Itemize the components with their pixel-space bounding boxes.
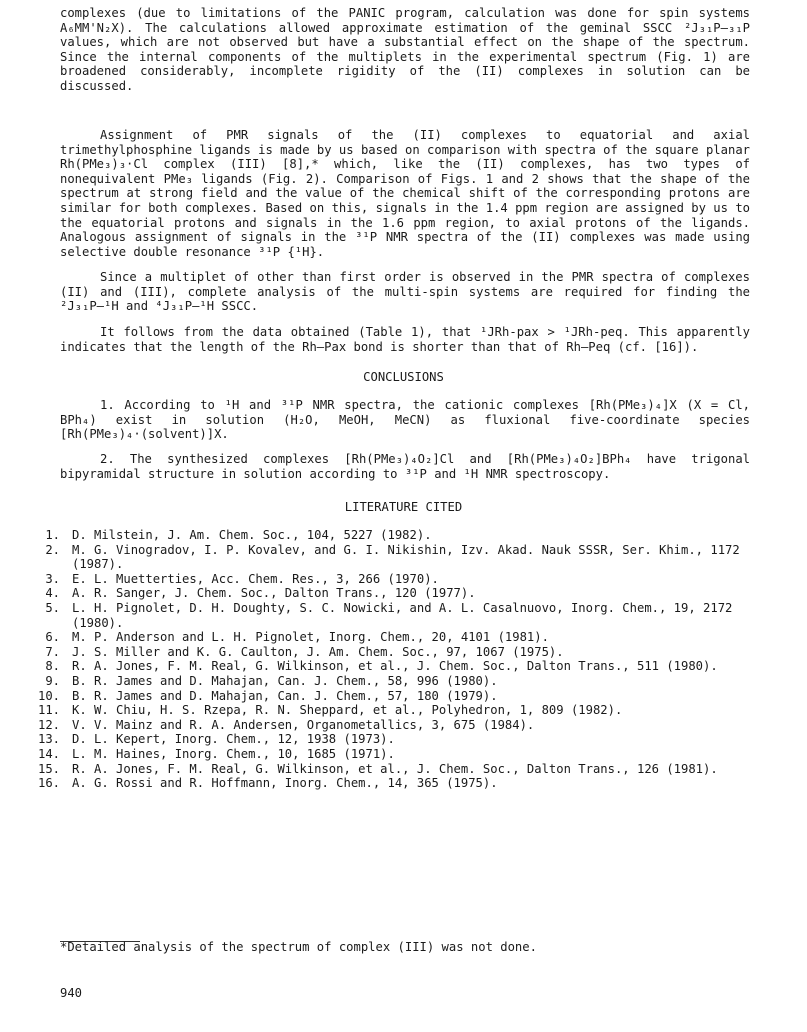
reference-item [38, 659, 778, 674]
reference-item [38, 528, 778, 543]
reference-text: V. V. Mainz and R. A. Andersen, Organometallics, 3, 675 (1984). [72, 717, 535, 732]
reference-number: 10. [38, 688, 61, 703]
reference-number: 13. [38, 732, 61, 747]
reference-number: 9. [45, 673, 60, 688]
reference-item [38, 776, 778, 791]
reference-text: A. R. Sanger, J. Chem. Soc., Dalton Trans., 120 (1977). [72, 586, 476, 601]
reference-number: 2. [45, 542, 60, 557]
reference-number: 6. [45, 630, 60, 645]
reference-item [38, 732, 778, 747]
reference-number: 15. [38, 761, 61, 776]
reference-number: 8. [45, 659, 60, 674]
reference-text: R. A. Jones, F. M. Real, G. Wilkinson, et al., J. Chem. Soc., Dalton Trans., 511 (1980). [72, 659, 718, 674]
reference-number: 16. [38, 776, 61, 791]
reference-item [38, 718, 778, 733]
reference-list [38, 528, 778, 791]
reference-text: L. M. Haines, Inorg. Chem., 10, 1685 (1971). [72, 746, 395, 761]
reference-text: K. W. Chiu, H. S. Rzepa, R. N. Sheppard, et al., Polyhedron, 1, 809 (1982). [72, 703, 623, 718]
conclusion-1: 1. According to ¹H and ³¹P NMR spectra, the cationic complexes [Rh(PMe₃)₄]X (X = Cl, BPh₄) exist in solution (H₂O, MeOH, MeCN) as fluxional five-coordinate species [Rh(PMe₃)₄·(solvent)]X. [60, 398, 750, 442]
reference-number: 1. [45, 528, 60, 542]
reference-text: D. Milstein, J. Am. Chem. Soc., 104, 5227 (1982). [72, 528, 432, 542]
reference-number: 12. [38, 717, 61, 732]
literature-heading: LITERATURE CITED [344, 500, 463, 514]
reference-text: B. R. James and D. Mahajan, Can. J. Chem., 58, 996 (1980). [72, 673, 498, 688]
reference-number: 11. [38, 703, 61, 718]
reference-item [38, 674, 778, 689]
reference-text: R. A. Jones, F. M. Real, G. Wilkinson, et al., J. Chem. Soc., Dalton Trans., 126 (1981). [72, 761, 718, 776]
reference-text: A. G. Rossi and R. Hoffmann, Inorg. Chem., 14, 365 (1975). [72, 776, 498, 791]
reference-text: L. H. Pignolet, D. H. Doughty, S. C. Nowicki, and A. L. Casalnuovo, Inorg. Chem., 19, 2172 (1980). [72, 600, 733, 630]
reference-number: 7. [45, 644, 60, 659]
reference-text: E. L. Muetterties, Acc. Chem. Res., 3, 266 (1970). [72, 571, 439, 586]
reference-number: 14. [38, 746, 61, 761]
reference-text: J. S. Miller and K. G. Caulton, J. Am. Chem. Soc., 97, 1067 (1975). [72, 644, 564, 659]
reference-number: 3. [45, 571, 60, 586]
footnote: *Detailed analysis of the spectrum of complex (III) was not done. [60, 940, 537, 954]
reference-number: 4. [45, 586, 60, 601]
reference-item [38, 630, 778, 645]
reference-text: B. R. James and D. Mahajan, Can. J. Chem., 57, 180 (1979). [72, 688, 498, 703]
reference-item [38, 747, 778, 762]
reference-text: D. L. Kepert, Inorg. Chem., 12, 1938 (1973). [72, 732, 395, 747]
reference-item [38, 762, 778, 777]
paragraph-pmr-assignment: Assignment of PMR signals of the (II) complexes to equatorial and axial trimethylphosphine ligands is made by us based on comparison with spectra of the square planar Rh(PMe₃)₃·Cl complex (III) [8],* which, like the (II) complexes, has two types of nonequivalent PMe₃ ligands (Fig. 2). Comparison of Figs. 1 and 2 shows that the shape of the spectrum at strong field and the value of the chemical shift of the corresponding protons are similar for both complexes. Based on this, signals in the 1.4 ppm region are assigned by us to the equatorial protons and signals in the 1.6 ppm region, to axial protons of the ligands. Analogous assignment of signals in the ³¹P NMR spectra of the (II) complexes was made using selective double resonance ³¹P {¹H}. [60, 128, 750, 259]
reference-text: M. G. Vinogradov, I. P. Kovalev, and G. I. Nikishin, Izv. Akad. Nauk SSSR, Ser. Khim., 1172 (1987). [72, 542, 740, 572]
reference-item [38, 543, 778, 572]
reference-number: 5. [45, 600, 60, 615]
paragraph-spin-systems: complexes (due to limitations of the PANIC program, calculation was done for spin systems A₆MM'N₂X). The calculations allowed approximate estimation of the geminal SSCC ²J₃₁P–₃₁P values, which are not observed but have a substantial effect on the shape of the spectrum. Since the internal components of the multiplets in the experimental spectrum (Fig. 1) are broadened considerably, incomplete rigidity of the (II) complexes in solution can be discussed. [60, 6, 750, 93]
reference-item [38, 703, 778, 718]
reference-item [38, 689, 778, 704]
conclusions-heading: CONCLUSIONS [363, 370, 444, 384]
paragraph-multiplet: Since a multiplet of other than first order is observed in the PMR spectra of complexes (II) and (III), complete analysis of the multi-spin systems are required for finding the ²J₃₁P–¹H and ⁴J₃₁P–¹H SSCC. [60, 270, 750, 314]
reference-text: M. P. Anderson and L. H. Pignolet, Inorg. Chem., 20, 4101 (1981). [72, 630, 549, 645]
reference-item [38, 601, 778, 630]
conclusion-2: 2. The synthesized complexes [Rh(PMe₃)₄O₂]Cl and [Rh(PMe₃)₄O₂]BPh₄ have trigonal bipyramidal structure in solution according to ³¹P and ¹H NMR spectroscopy. [60, 452, 750, 481]
paragraph-bond-length: It follows from the data obtained (Table 1), that ¹JRh-pax > ¹JRh-peq. This apparently indicates that the length of the Rh–Pax bond is shorter than that of Rh–Peq (cf. [16]). [60, 325, 750, 354]
page-number: 940 [60, 986, 83, 1000]
reference-item [38, 645, 778, 660]
reference-item [38, 586, 778, 601]
reference-item [38, 572, 778, 587]
